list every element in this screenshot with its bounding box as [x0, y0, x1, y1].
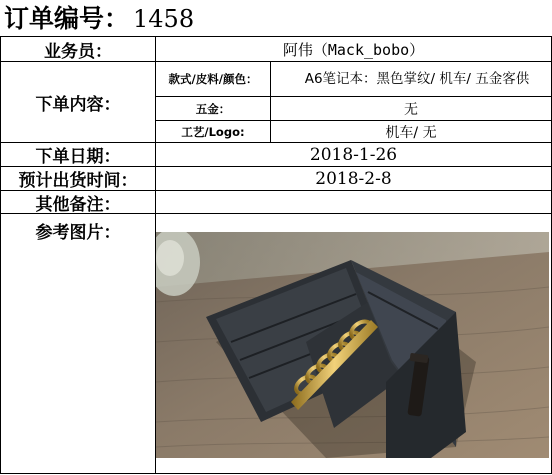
- order-date-value: 2018-1-26: [309, 144, 398, 165]
- hardware-label: 五金：: [195, 101, 231, 116]
- ship-date-label: 预计出货时间：: [18, 171, 138, 190]
- order-number: 1458: [133, 5, 195, 33]
- order-title-label: 订单编号：: [4, 4, 130, 33]
- style-label: 款式/皮料/颜色：: [168, 72, 258, 86]
- content-label: 下单内容：: [35, 94, 121, 115]
- notes-value: [156, 191, 551, 213]
- hardware-value: 无: [404, 101, 418, 118]
- order-date-label: 下单日期：: [35, 147, 121, 166]
- order-title: [4, 2, 194, 36]
- photo-label: 参考图片：: [35, 223, 121, 243]
- craft-value: 机车/ 无: [385, 124, 437, 141]
- salesperson-value: 阿伟（Mack_bobo）: [282, 40, 425, 59]
- reference-photo: [156, 232, 549, 458]
- salesperson-label: 业务员：: [44, 41, 112, 61]
- style-value: A6笔记本：黑色掌纹/ 机车/ 五金客供: [304, 70, 530, 87]
- order-sheet: [0, 36, 552, 475]
- notebook-photo: [156, 232, 549, 458]
- craft-label: 工艺/Logo:: [181, 124, 245, 139]
- ship-date-value: 2018-2-8: [315, 168, 392, 189]
- notes-label: 其他备注：: [35, 194, 121, 213]
- grid-line: [0, 473, 552, 474]
